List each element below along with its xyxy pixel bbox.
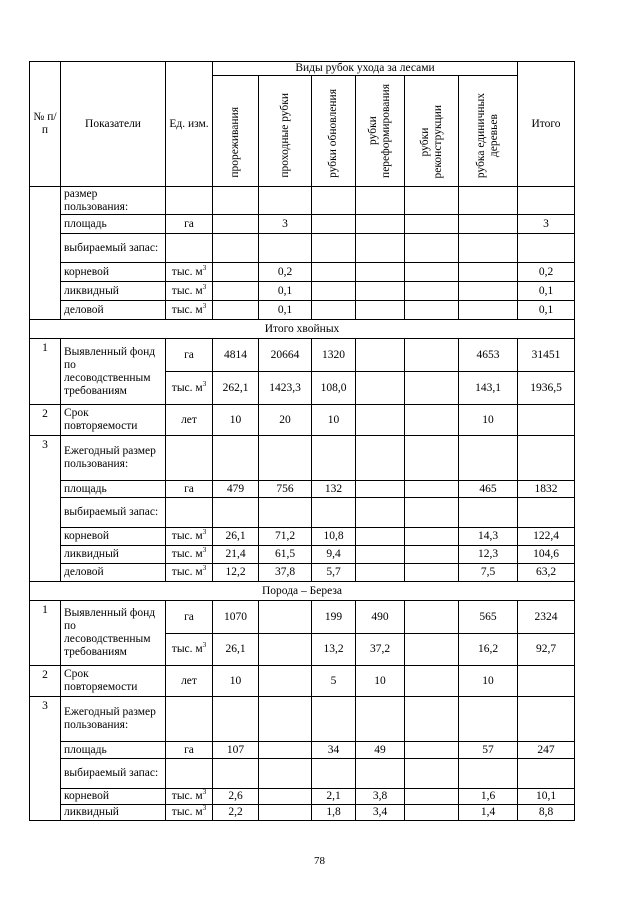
table-row: деловой тыс. $м^3$ 12,2 37,8 5,7 7,5 63,2 [30, 564, 575, 582]
table-row: ликвидный тыс. $м^3$ 21,4 61,5 9,4 12,3 104,6 [30, 546, 575, 564]
table-row: корневой тыс. $м^3$ 26,1 71,2 10,8 14,3 122,4 [30, 528, 575, 546]
header-unit: Ед. изм. [166, 62, 213, 187]
table-row: ликвидный тыс. $м^3$ 0,1 0,1 [30, 282, 575, 301]
table-row: корневой тыс. $м^3$ 0,2 0,2 [30, 263, 575, 282]
table-row: выбираемый запас: [30, 498, 575, 528]
section-row [30, 320, 575, 339]
header-indicator: Показатели [61, 62, 166, 187]
table-row: тыс. $м^3$ 262,1 1423,3 108,0 143,1 1936,5 [30, 372, 575, 405]
header-col-1: прореживания [213, 76, 259, 187]
header-col-5: рубки реконструкции [405, 76, 459, 187]
table-row: площадь га 3 3 [30, 215, 575, 234]
header-num: № п/п [30, 62, 61, 187]
table-row: 3 Ежегодный размер пользования: [30, 436, 575, 481]
header-col-4: рубки переформирования [356, 76, 405, 187]
section-title: Порода – Береза [30, 582, 575, 601]
table-row: площадь га 107 34 49 57 247 [30, 742, 575, 759]
table-row: 1 Выявленный фонд по лесоводственным требованиям га 4814 20664 1320 4653 31451 [30, 339, 575, 372]
table-row: 2 Срок повторяемости лет 10 20 10 10 [30, 405, 575, 436]
table-row: размер пользования: [30, 187, 575, 215]
table-row: площадь га 479 756 132 465 1832 [30, 481, 575, 498]
header-group: Виды рубок ухода за лесами [213, 62, 518, 76]
table-row: ликвидный тыс. $м^3$ 2,2 1,8 3,4 1,4 8,8 [30, 805, 575, 821]
header-col-2: проходные рубки [259, 76, 312, 187]
section-row [30, 582, 575, 601]
header-total: Итого [518, 62, 575, 187]
table-row: 2 Срок повторяемости лет 10 5 10 10 [30, 666, 575, 697]
table-row: выбираемый запас: [30, 759, 575, 789]
table-row: деловой тыс. $м^3$ 0,1 0,1 [30, 301, 575, 320]
header-row-1 [30, 62, 575, 76]
table-row: корневой тыс. $м^3$ 2,6 2,1 3,8 1,6 10,1 [30, 789, 575, 805]
header-col-3: рубки обновления [312, 76, 356, 187]
forest-care-table [29, 61, 575, 821]
table-row: выбираемый запас: [30, 234, 575, 263]
section-title: Итого хвойных [30, 320, 575, 339]
header-col-6: рубка единичных деревьев [459, 76, 518, 187]
table-row: 1 Выявленный фонд по лесоводственным требованиям га 1070 199 490 565 2324 [30, 601, 575, 634]
table-row: тыс. $м^3$ 26,1 13,2 37,2 16,2 92,7 [30, 634, 575, 666]
page-number: 78 [314, 855, 325, 867]
table-row: 3 Ежегодный размер пользования: [30, 697, 575, 742]
